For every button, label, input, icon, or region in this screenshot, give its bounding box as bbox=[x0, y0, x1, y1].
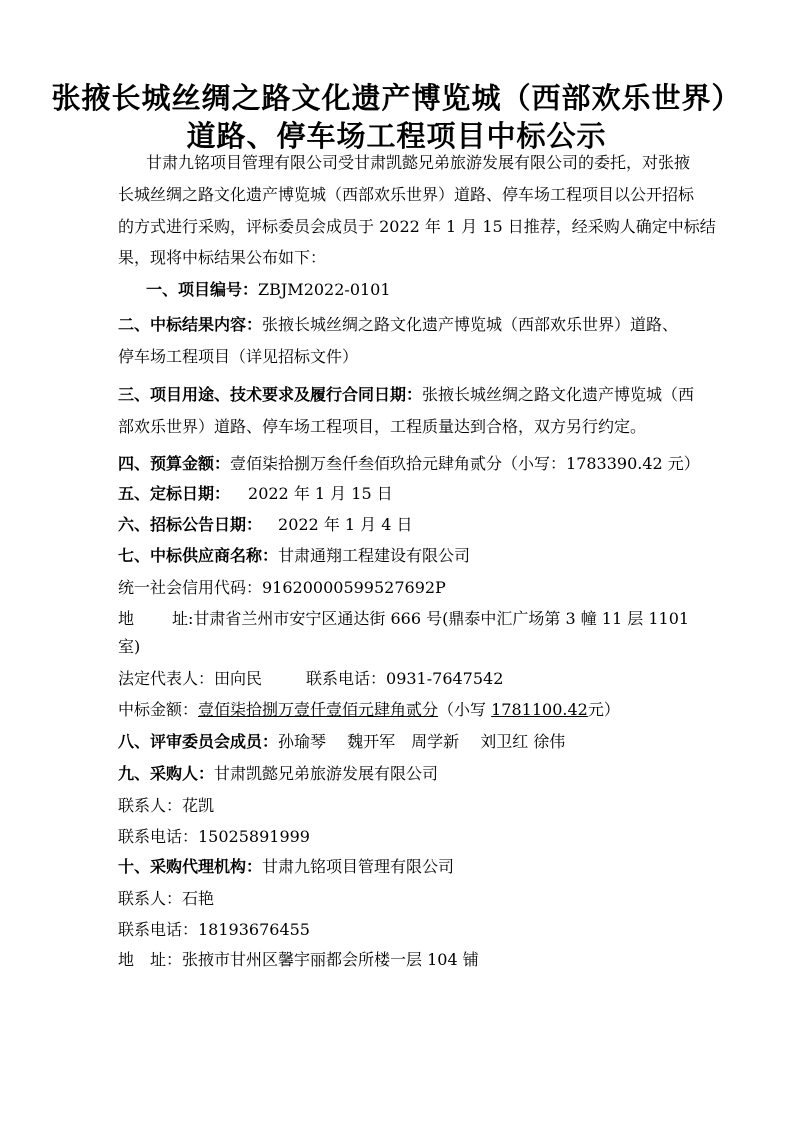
project-usage-text: 张掖长城丝绸之路文化遗产博览城（西 bbox=[422, 385, 695, 404]
bid-result-text-cont: 停车场工程项目（详见招标文件） bbox=[118, 347, 359, 366]
address-label: 地 bbox=[118, 950, 135, 969]
agency-phone: 联系电话：18193676455 bbox=[118, 920, 310, 939]
section-project-usage bbox=[118, 382, 694, 405]
amount-in-words: 壹佰柒拾捌万壹仟壹佰元肆角贰分 bbox=[198, 700, 439, 719]
section-label: 十、采购代理机构： bbox=[118, 857, 263, 876]
section-label: 一、项目编号： bbox=[146, 280, 259, 299]
winning-amount bbox=[118, 697, 620, 720]
section-project-number bbox=[146, 277, 391, 300]
page-title-line-1: 张掖长城丝绸之路文化遗产博览城（西部欢乐世界） bbox=[51, 81, 742, 115]
supplier-address-cont: 室) bbox=[118, 637, 141, 656]
purchaser-name: 甘肃凯懿兄弟旅游发展有限公司 bbox=[214, 764, 439, 783]
intro-line-1: 甘肃九铭项目管理有限公司受甘肃凯懿兄弟旅游发展有限公司的委托，对张掖 bbox=[146, 153, 691, 172]
section-label: 四、预算金额： bbox=[118, 454, 231, 473]
section-review-committee bbox=[118, 729, 565, 752]
supplier-name: 甘肃通翔工程建设有限公司 bbox=[278, 546, 471, 565]
section-label: 二、中标结果内容： bbox=[118, 315, 263, 334]
section-label: 六、招标公告日期： bbox=[118, 515, 263, 534]
award-date: 2022 年 1 月 15 日 bbox=[248, 484, 393, 503]
address-label: 地 bbox=[118, 609, 135, 628]
address-value: 址：张掖市甘州区馨宇丽都会所楼一层 104 铺 bbox=[150, 950, 479, 969]
bid-result-text: 张掖长城丝绸之路文化遗产博览城（西部欢乐世界）道路、 bbox=[262, 315, 679, 334]
agency-address bbox=[118, 947, 479, 970]
notice-date: 2022 年 1 月 4 日 bbox=[278, 515, 413, 534]
address-value: 址:甘肃省兰州市安宁区通达街 666 号(鼎泰中汇广场第 3 幢 11 层 1101 bbox=[172, 609, 690, 628]
section-label: 九、采购人： bbox=[118, 764, 215, 783]
legal-representative: 法定代表人：田向民 bbox=[118, 669, 263, 688]
section-label: 五、定标日期： bbox=[118, 484, 231, 503]
section-label: 七、中标供应商名称： bbox=[118, 546, 279, 565]
section-purchaser bbox=[118, 761, 438, 784]
amount-suffix: 元） bbox=[587, 700, 620, 719]
section-budget bbox=[118, 451, 700, 474]
intro-line-4: 果，现将中标结果公布如下： bbox=[118, 248, 327, 267]
project-usage-text-cont: 部欢乐世界）道路、停车场工程项目，工程质量达到合格，双方另行约定。 bbox=[118, 417, 647, 436]
section-notice-date bbox=[118, 512, 413, 535]
section-award-date bbox=[118, 481, 393, 504]
intro-line-2: 长城丝绸之路文化遗产博览城（西部欢乐世界）道路、停车场工程项目以公开招标 bbox=[118, 185, 695, 204]
supplier-address bbox=[118, 606, 689, 629]
supplier-phone: 联系电话：0931-7647542 bbox=[306, 669, 504, 688]
section-label: 三、项目用途、技术要求及履行合同日期： bbox=[118, 385, 423, 404]
amount-prefix: （小写 bbox=[438, 700, 492, 719]
purchaser-phone: 联系电话：15025891999 bbox=[118, 827, 310, 846]
committee-members: 孙瑜琴 魏开军 周学新 刘卫红 徐伟 bbox=[278, 732, 566, 751]
section-winning-supplier bbox=[118, 543, 470, 566]
agency-contact: 联系人：石艳 bbox=[118, 889, 215, 908]
agency-name: 甘肃九铭项目管理有限公司 bbox=[262, 857, 455, 876]
supplier-credit-code: 统一社会信用代码：91620000599527692P bbox=[118, 578, 446, 597]
amount-number: 1781100.42 bbox=[491, 700, 588, 719]
supplier-contact-line bbox=[118, 666, 503, 689]
budget-amount: 壹佰柒拾捌万叁仟叁佰玖拾元肆角贰分（小写：1783390.42 元） bbox=[230, 454, 700, 473]
intro-line-3: 的方式进行采购，评标委员会成员于 2022 年 1 月 15 日推荐，经采购人确定中标结 bbox=[118, 217, 716, 236]
purchaser-contact: 联系人：花凯 bbox=[118, 796, 215, 815]
amount-label: 中标金额： bbox=[118, 700, 199, 719]
page-title-line-2: 道路、停车场工程项目中标公示 bbox=[186, 119, 607, 153]
section-bid-result bbox=[118, 312, 678, 335]
section-agency bbox=[118, 854, 454, 877]
section-label: 八、评审委员会成员： bbox=[118, 732, 279, 751]
project-number: ZBJM2022-0101 bbox=[258, 280, 391, 299]
